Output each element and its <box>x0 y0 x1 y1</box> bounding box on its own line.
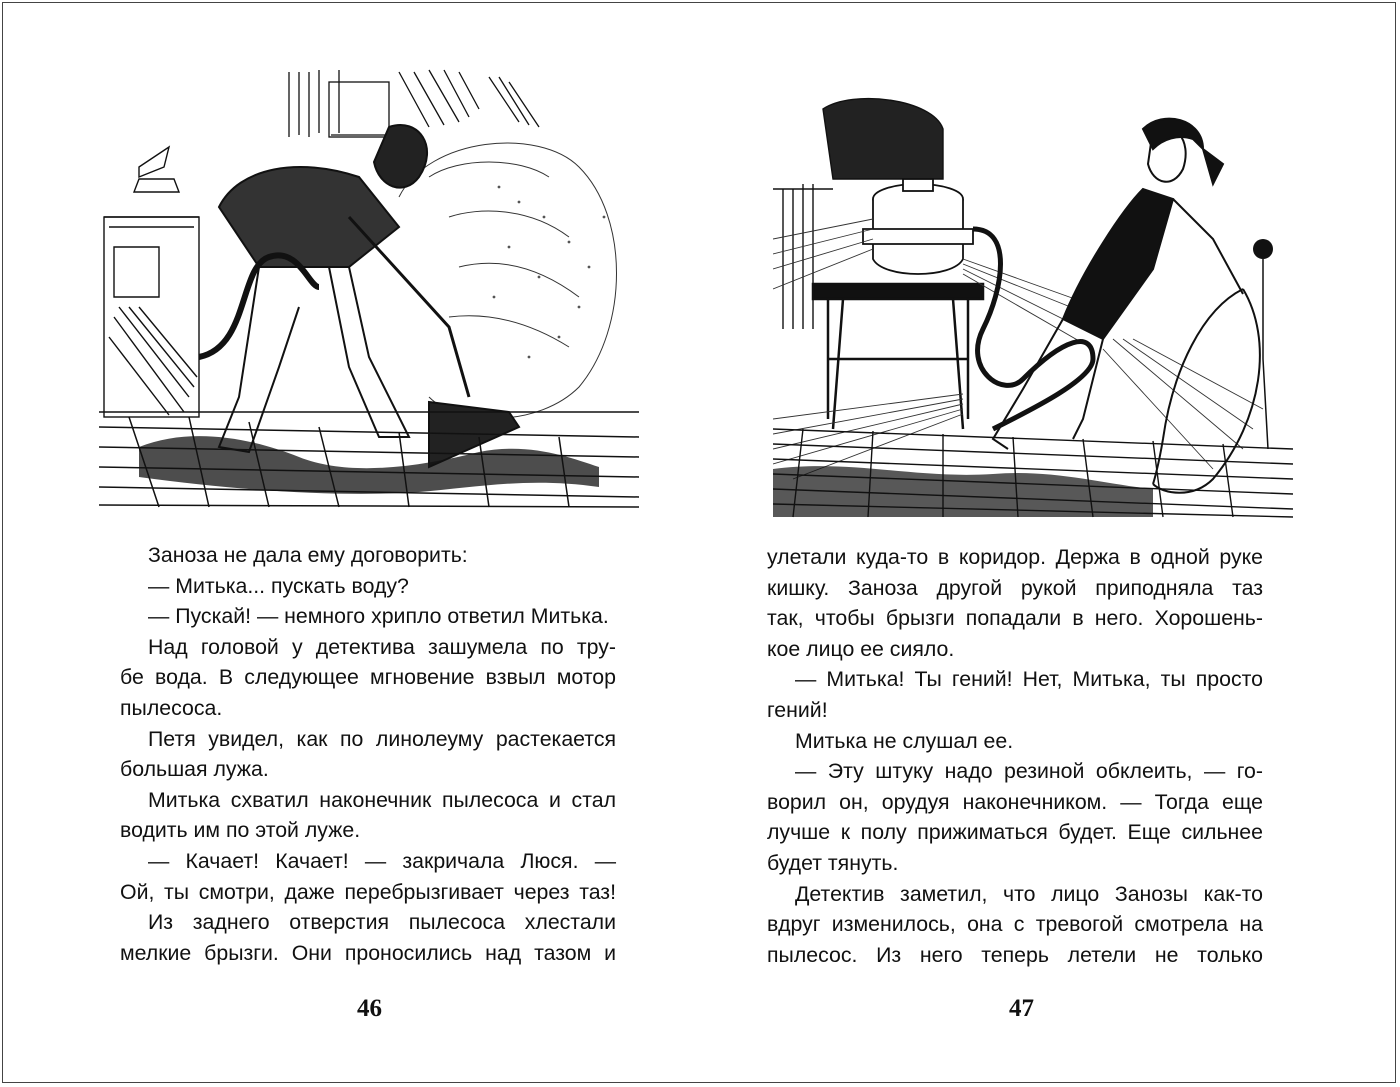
text-line: Заноза не дала ему договорить: <box>148 543 468 567</box>
text-line: большая лужа. <box>120 757 269 782</box>
left-page-text <box>120 540 616 968</box>
text-line: — Качает! Качает! — закричала Люся. — <box>148 848 616 873</box>
text-line: ворил он, орудуя наконечником. — Тогда еще <box>767 789 1263 814</box>
text-line: Митька схватил наконечник пылесоса и стал <box>148 787 616 812</box>
page-number: 47 <box>1009 995 1034 1022</box>
text-line: — Митька... пускать воду? <box>148 573 409 598</box>
text-line: Петя увидел, как по линолеуму растекается <box>148 726 616 751</box>
right-page-text <box>767 542 1263 970</box>
text-line: Из заднего отверстия пылесоса хлестали <box>148 910 616 935</box>
text-line: гений! <box>767 697 828 722</box>
text-line: — Эту штуку надо резиной обклеить, — го- <box>795 759 1263 784</box>
left-page <box>3 3 700 1082</box>
text-line: водить им по этой луже. <box>120 818 361 843</box>
book-spread <box>2 2 1396 1083</box>
illustration-boy-with-vacuum <box>99 67 639 513</box>
text-line: Митька не слушал ее. <box>795 728 1014 753</box>
text-line: Над головой у детектива зашумела по тру- <box>148 634 616 659</box>
text-line: так, чтобы брызги попадали в него. Хорошень- <box>767 606 1263 631</box>
text-line: будет тянуть. <box>767 850 899 875</box>
illustration-girl-with-basin <box>773 89 1293 519</box>
text-line: вдруг изменилось, она с тревогой смотрела на <box>767 912 1263 937</box>
text-line: — Пускай! — немного хрипло ответил Митька. <box>148 604 609 629</box>
text-line: — Митька! Ты гений! Нет, Митька, ты просто <box>795 667 1263 692</box>
text-line: лучше к полу прижиматься будет. Еще сильнее <box>767 820 1263 845</box>
text-line: бе вода. В следующее мгновение взвыл мотор <box>120 665 616 690</box>
page-number: 46 <box>357 995 382 1022</box>
text-line: пылесоса. <box>120 695 223 720</box>
text-line: Детектив заметил, что лицо Занозы как-то <box>795 881 1263 906</box>
right-page <box>700 3 1397 1082</box>
text-line: Ой, ты смотри, даже перебрызгивает через таз! <box>120 879 616 904</box>
text-line: мелкие брызги. Они проносились над тазом и <box>120 940 616 965</box>
text-line: кишку. Заноза другой рукой приподняла таз <box>767 575 1263 600</box>
text-line: кое лицо ее сияло. <box>767 636 955 661</box>
text-line: улетали куда-то в коридор. Держа в одной руке <box>767 545 1263 569</box>
text-line: пылесос. Из него теперь летели не только <box>767 942 1263 967</box>
